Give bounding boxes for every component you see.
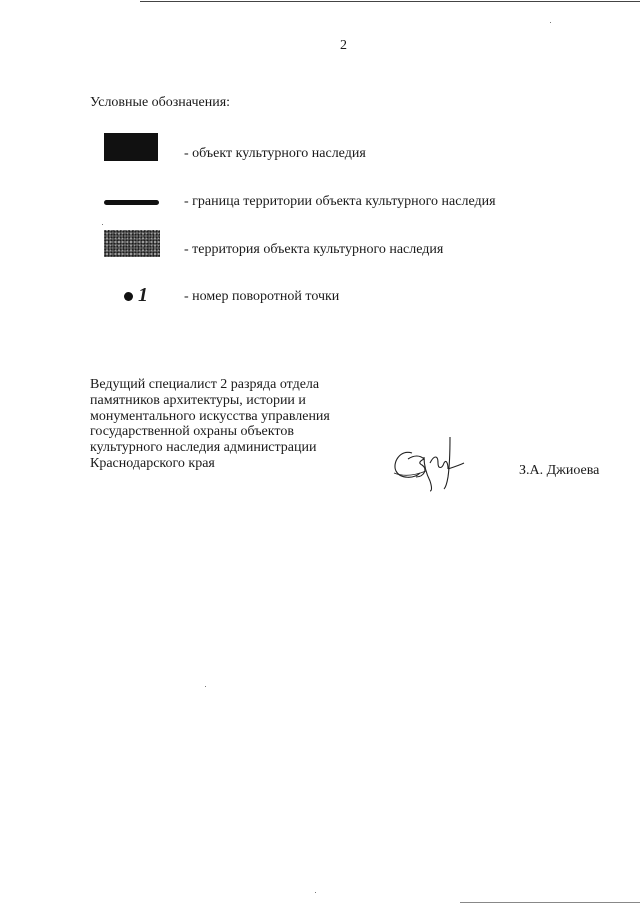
- bottom-scan-rule: [460, 902, 640, 903]
- signatory-title-line: культурного наследия администрации: [90, 440, 317, 456]
- signatory-title-line: Ведущий специалист 2 разряда отдела: [90, 377, 320, 392]
- cultural-heritage-object-symbol: [104, 133, 158, 161]
- legend-label-object: - объект культурного наследия: [184, 146, 366, 161]
- signatory-title: [90, 377, 380, 472]
- scan-speck: [550, 22, 551, 23]
- signatory-title-line: государственной охраны объектов: [90, 424, 294, 440]
- point-number: 1: [138, 284, 148, 306]
- turning-point-symbol: [122, 284, 162, 310]
- page-number: 2: [340, 38, 347, 53]
- signatory-name: З.А. Джиоева: [519, 463, 600, 478]
- signatory-title-line: Краснодарского края: [90, 455, 215, 471]
- legend-label-territory: - территория объекта культурного наследия: [184, 242, 444, 257]
- territory-boundary-line-symbol: [104, 200, 159, 205]
- legend-label-boundary: - граница территории объекта культурного наследия: [184, 194, 496, 209]
- legend-title: Условные обозначения:: [90, 95, 231, 110]
- signatory-title-line: памятников архитектуры, истории и: [90, 392, 306, 408]
- top-scan-rule: [140, 1, 640, 2]
- scan-speck: [205, 686, 206, 687]
- scan-speck: [102, 224, 103, 225]
- point-dot-icon: [124, 292, 133, 301]
- handwritten-signature: [390, 433, 470, 493]
- scan-speck: [315, 892, 316, 893]
- territory-hatch-symbol: [104, 230, 160, 257]
- legend-label-point: - номер поворотной точки: [184, 289, 340, 304]
- signatory-title-line: монументального искусства управления: [90, 408, 330, 424]
